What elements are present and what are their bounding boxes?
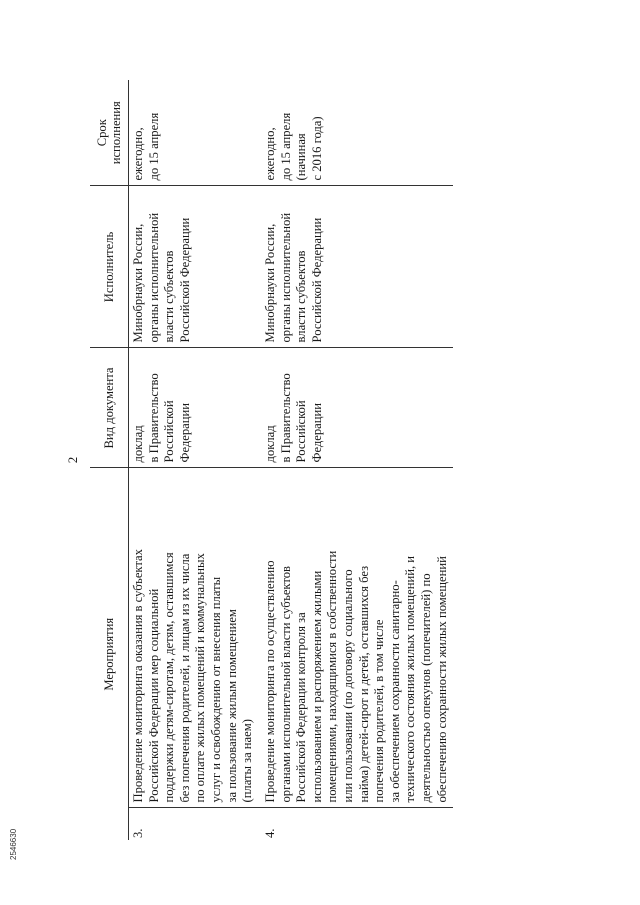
row-number: 3. [131,828,145,838]
document-code: 2546630 [9,828,18,860]
row-deadline: ежегодно, до 15 апреля [129,80,262,186]
table-row [261,80,453,840]
header-deadline: Срок исполнения [90,80,129,186]
row-measure: Проведение мониторинга по осуществлению органами исполнительной власти субъектов Российской Федерации контроля за использованием и распоряжением жилыми помещениями, находящимися в собственности или пользовании (по договору социального найма) детей-сирот и детей, оставшихся без попечения родителей, в том числе за обеспечением сохранности санитарно- технического состояния жилых помещений, и деятельностью опекунов (попечителей) по обеспечению сохранности жилых помещений [261,468,453,808]
rotated-landscape-content [65,80,505,840]
row-deadline: ежегодно, до 15 апреля (начиная с 2016 года) [261,80,453,186]
table-row [129,80,262,840]
header-executor: Исполнитель [90,186,129,348]
row-executor: Минобрнауки России, органы исполнительной власти субъектов Российской Федерации [129,186,262,348]
table-header-row [90,80,129,840]
row-number: 4. [263,828,277,838]
page-number: 2 [65,456,80,464]
row-document-type: доклад в Правительство Российской Федерации [261,348,453,468]
row-measure: Проведение мониторинга оказания в субъектах Российской Федерации мер социальной поддержки детям-сиротам, детям, оставшимся без попечения родителей, и лицам из их числа по оплате жилых помещений и коммунальных услуг и освобождению от внесения платы за пользование жилым помещением (платы за наем) [129,468,262,808]
header-document-type: Вид документа [90,348,129,468]
row-executor: Минобрнауки России, органы исполнительной власти субъектов Российской Федерации [261,186,453,348]
measures-table [90,80,453,840]
row-document-type: доклад в Правительство Российской Федерации [129,348,262,468]
header-measures: Мероприятия [90,468,129,840]
